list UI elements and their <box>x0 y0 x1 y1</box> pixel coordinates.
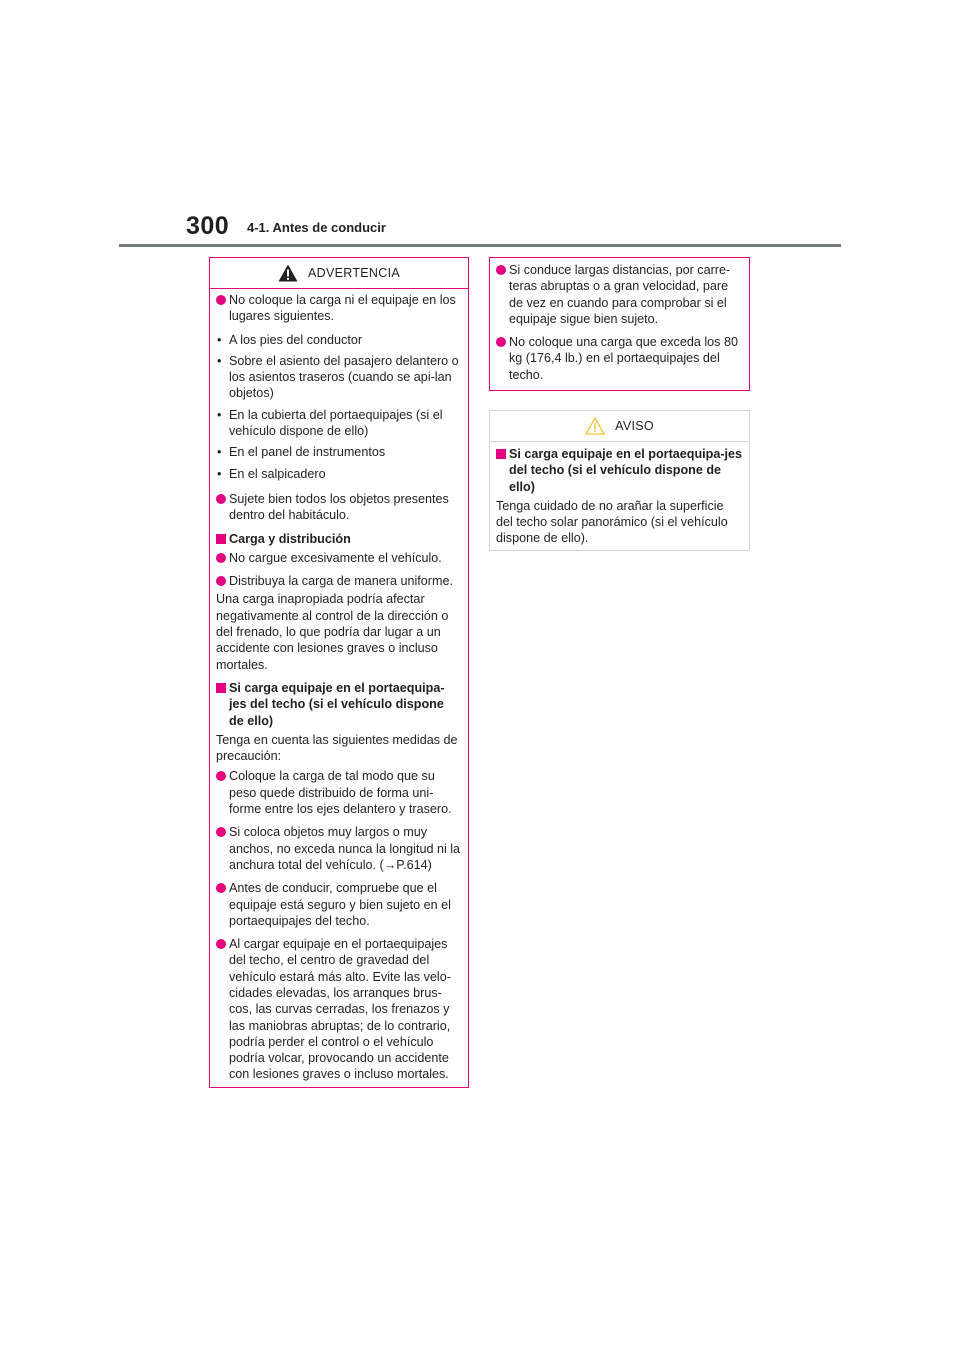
section-heading: Carga y distribución <box>216 531 462 547</box>
list-item: Distribuya la carga de manera uniforme. <box>216 573 462 589</box>
list-item: Antes de conducir, compruebe que el equipaje está seguro y bien sujeto en el portaequipajes del techo. <box>216 880 462 929</box>
warning-box <box>209 257 469 1088</box>
notice-header <box>490 411 749 442</box>
header-rule <box>119 244 841 247</box>
warning-continuation-box <box>489 257 750 391</box>
bullet-circle-icon <box>216 494 226 504</box>
sub-list-item: • En la cubierta del portaequipajes (si el vehículo dispone de ello) <box>217 407 443 439</box>
list-item: No coloque una carga que exceda los 80 kg (176,4 lb.) en el portaequipajes del techo. <box>496 334 743 383</box>
paragraph: Una carga inapropiada podría afectar negativamente al control de la dirección o del frenado, lo que podría dar lugar a un accidente con lesiones graves o incluso mortales. <box>216 592 449 672</box>
bullet-circle-icon <box>216 883 226 893</box>
bullet-dot-icon: • <box>217 353 222 368</box>
notice-body <box>490 442 749 547</box>
bullet-circle-icon <box>216 827 226 837</box>
bullet-circle-icon <box>216 576 226 586</box>
warning-continuation-body <box>490 258 749 383</box>
page-number: 300 <box>186 212 230 240</box>
bullet-square-icon <box>496 449 506 459</box>
paragraph: Tenga en cuenta las siguientes medidas de precaución: <box>216 732 458 764</box>
list-item: No coloque la carga ni el equipaje en los lugares siguientes. <box>216 292 462 325</box>
bullet-circle-icon <box>216 553 226 563</box>
bullet-circle-icon <box>216 295 226 305</box>
warning-triangle-icon <box>278 264 298 282</box>
bullet-dot-icon: • <box>217 407 222 422</box>
notice-box <box>489 410 750 551</box>
section-heading: Si carga equipaje en el portaequipa-jes del techo (si el vehículo dispone de ello) <box>216 680 462 729</box>
list-item: Si coloca objetos muy largos o muy anchos, no exceda nunca la longitud ni la anchura total del vehículo. (→P.614) <box>216 824 462 873</box>
warning-header <box>210 258 468 289</box>
sub-list-item: • A los pies del conductor <box>217 332 363 347</box>
bullet-circle-icon <box>496 337 506 347</box>
list-item: No cargue excesivamente el vehículo. <box>216 550 462 566</box>
bullet-dot-icon: • <box>217 466 222 481</box>
paragraph: Tenga cuidado de no arañar la superficie del techo solar panorámico (si el vehículo dispone de ello). <box>496 498 728 546</box>
sub-list-item: • Sobre el asiento del pasajero delantero o los asientos traseros (cuando se api-lan objetos) <box>217 353 459 401</box>
warning-body <box>210 289 468 1083</box>
bullet-dot-icon: • <box>217 332 222 347</box>
sub-list-item: • En el salpicadero <box>217 466 326 481</box>
sub-list-item: • En el panel de instrumentos <box>217 445 386 460</box>
section-heading: Si carga equipaje en el portaequipa-jes del techo (si el vehículo dispone de ello) <box>496 446 743 495</box>
bullet-circle-icon <box>216 939 226 949</box>
list-item: Sujete bien todos los objetos presentes dentro del habitáculo. <box>216 491 462 524</box>
bullet-circle-icon <box>496 265 506 275</box>
list-item: Coloque la carga de tal modo que su peso quede distribuido de forma uni-forme entre los ejes delantero y trasero. <box>216 768 462 817</box>
bullet-square-icon <box>216 534 226 544</box>
caution-triangle-icon <box>585 417 605 435</box>
list-item: Al cargar equipaje en el portaequipajes del techo, el centro de gravedad del vehículo estará más alto. Evite las velo-cidades elevadas, los arranques brus-cos, las curvas cerradas, los frenazos y las maniobras abruptas; de lo contrario, podría perder el control o el vehículo podría volcar, provocando un accidente con lesiones graves o incluso mortales. <box>216 936 462 1083</box>
warning-label: ADVERTENCIA <box>308 266 400 280</box>
bullet-square-icon <box>216 683 226 693</box>
list-item: Si conduce largas distancias, por carre-teras abruptas o a gran velocidad, pare de vez en cuando para comprobar si el equipaje sigue bien sujeto. <box>496 262 743 327</box>
notice-label: AVISO <box>615 419 654 433</box>
section-title: 4-1. Antes de conducir <box>247 220 386 235</box>
bullet-dot-icon: • <box>217 445 222 460</box>
bullet-circle-icon <box>216 771 226 781</box>
